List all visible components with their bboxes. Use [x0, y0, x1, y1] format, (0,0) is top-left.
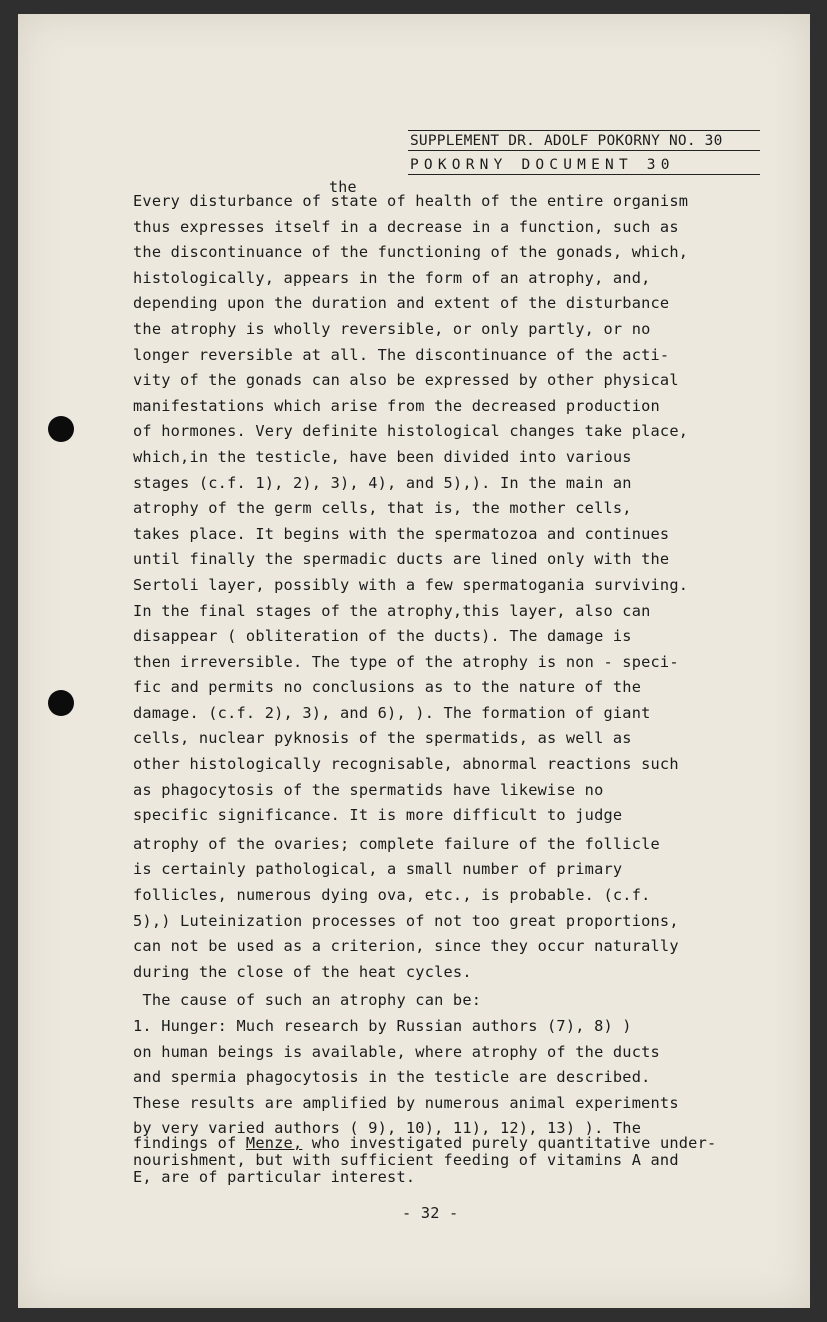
text-line: 1. Hunger: Much research by Russian authors (7), 8) ): [133, 1017, 632, 1035]
text-line: depending upon the duration and extent of the disturbance: [133, 294, 670, 313]
text-line: disappear ( obliteration of the ducts). The damage is: [133, 627, 632, 646]
text-line: is certainly pathological, a small number of primary: [133, 860, 623, 879]
text-line: follicles, numerous dying ova, etc., is probable. (c.f.: [133, 886, 651, 905]
text-line: manifestations which arise from the decreased production: [133, 396, 660, 415]
text-line: vity of the gonads can also be expressed by other physical: [133, 371, 679, 390]
page-number: - 32 -: [402, 1204, 459, 1222]
text-line: of hormones. Very definite histological changes take place,: [133, 422, 689, 441]
text-line: nourishment, but with sufficient feeding of vitamins A and: [133, 1151, 679, 1169]
text-line: until finally the spermadic ducts are lined only with the: [133, 550, 670, 569]
text-line: the atrophy is wholly reversible, or only partly, or no: [133, 319, 651, 338]
text-line: damage. (c.f. 2), 3), and 6), ). The formation of giant: [133, 703, 651, 722]
text-line: stages (c.f. 1), 2), 3), 4), and 5),). In the main an: [133, 473, 632, 492]
body-text: [133, 189, 773, 1142]
supplement-title: SUPPLEMENT DR. ADOLF POKORNY NO. 30: [408, 130, 760, 151]
text-line: as phagocytosis of the spermatids have likewise no: [133, 780, 604, 799]
document-header: [408, 130, 760, 175]
text-line: In the final stages of the atrophy,this layer, also can: [133, 601, 651, 620]
text-line: and spermia phagocytosis in the testicle are described.: [133, 1068, 651, 1087]
text-line: cells, nuclear pyknosis of the spermatids, as well as: [133, 729, 632, 748]
text-line: the discontinuance of the functioning of the gonads, which,: [133, 243, 689, 262]
text-fragment: who investigated purely quantitative under-: [302, 1134, 717, 1152]
text-line: takes place. It begins with the spermatozoa and continues: [133, 524, 670, 543]
punch-hole-top: [48, 416, 74, 442]
text-line: during the close of the heat cycles.: [133, 962, 472, 981]
author-name: Menze,: [245, 1134, 303, 1152]
text-fragment: findings of: [133, 1134, 246, 1152]
handwritten-insertion: the: [329, 178, 357, 196]
text-line: by very varied authors ( 9), 10), 11), 12), 13) ). The: [133, 1119, 642, 1138]
text-line: can not be used as a criterion, since they occur naturally: [133, 937, 679, 956]
text-line: longer reversible at all. The discontinuance of the acti-: [133, 345, 670, 364]
text-line: on human beings is available, where atrophy of the ducts: [133, 1042, 660, 1061]
text-line: 5),) Luteinization processes of not too great proportions,: [133, 911, 679, 930]
closing-paragraph: [133, 1135, 793, 1186]
text-line: histologically, appears in the form of an atrophy, and,: [133, 268, 651, 287]
text-line: other histologically recognisable, abnormal reactions such: [133, 755, 679, 774]
text-line: which,in the testicle, have been divided into various: [133, 447, 632, 466]
punch-hole-bottom: [48, 690, 74, 716]
document-title: POKORNY DOCUMENT 30: [408, 156, 760, 175]
text-line: atrophy of the germ cells, that is, the mother cells,: [133, 499, 632, 518]
text-line: fic and permits no conclusions as to the nature of the: [133, 678, 642, 697]
text-line: then irreversible. The type of the atrophy is non - speci-: [133, 652, 679, 671]
text-line: E, are of particular interest.: [133, 1168, 416, 1186]
causes-intro: The cause of such an atrophy can be:: [133, 991, 482, 1010]
text-line: Every disturbance of state of health of the entire organism: [133, 192, 689, 210]
text-line: thus expresses itself in a decrease in a function, such as: [133, 217, 679, 236]
text-line: atrophy of the ovaries; complete failure of the follicle: [133, 834, 660, 853]
text-line: These results are amplified by numerous animal experiments: [133, 1093, 679, 1112]
text-line: specific significance. It is more difficult to judge: [133, 806, 623, 825]
text-line: Sertoli layer, possibly with a few spermatogania surviving.: [133, 575, 689, 594]
text-line: [133, 1135, 793, 1152]
